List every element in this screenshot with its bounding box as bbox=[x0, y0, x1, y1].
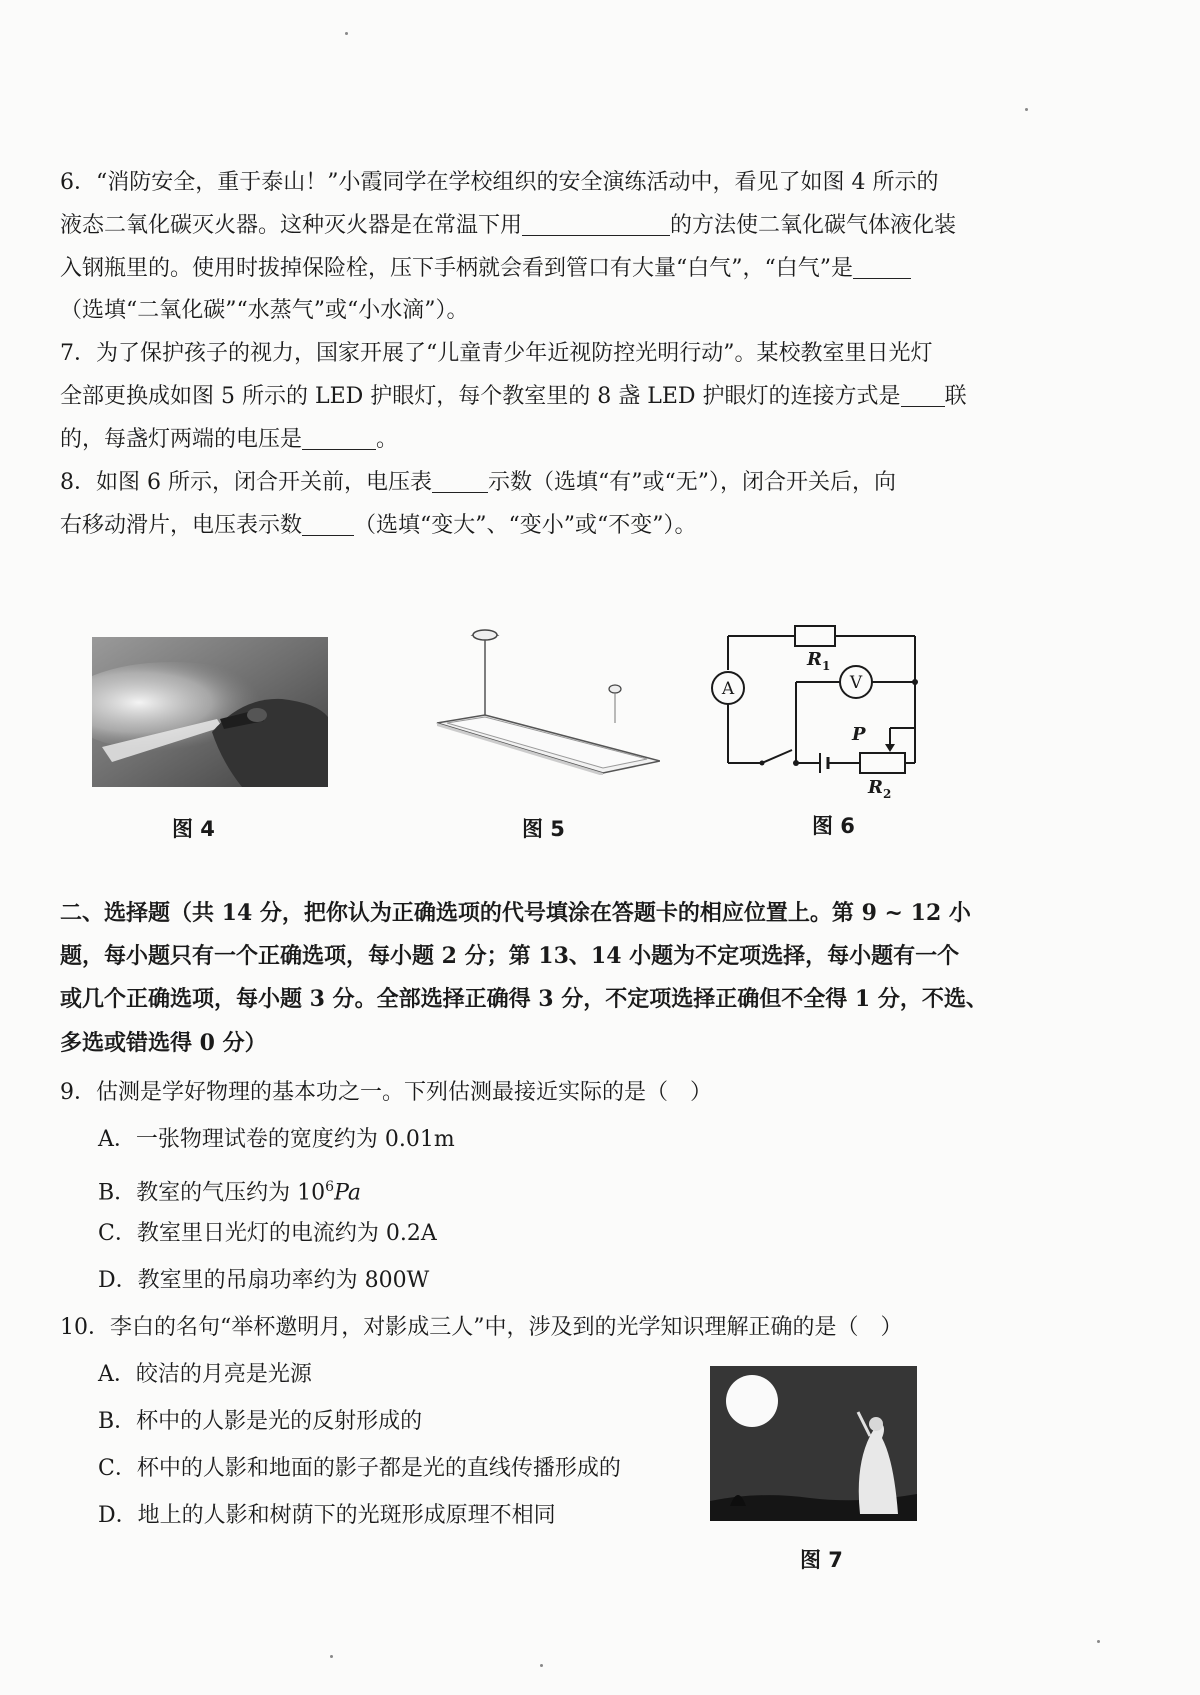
moon bbox=[726, 1375, 778, 1427]
q6-text-2a: 液态二氧化碳灭火器。这种灭火器是在常温下用 bbox=[60, 213, 523, 238]
rheostat-r2 bbox=[860, 753, 905, 773]
figure-5-caption: 图 5 bbox=[522, 817, 565, 841]
q6-text-3a: 入钢瓶里的。使用时拔掉保险栓，压下手柄就会看到管口有大量“白气”，“白气”是 bbox=[60, 256, 853, 281]
q6-text-2b: 的方法使二氧化碳气体液化装 bbox=[670, 213, 957, 238]
q10-option-b: B．杯中的人影是光的反射形成的 bbox=[98, 1409, 423, 1434]
q9-option-b-text: B．教室的气压约为 10 bbox=[98, 1180, 326, 1206]
scan-speck bbox=[345, 32, 348, 35]
q9-option-d: D．教室里的吊扇功率约为 800W bbox=[98, 1268, 430, 1293]
scan-speck bbox=[1025, 108, 1028, 111]
q8-blank-2[interactable] bbox=[302, 513, 354, 536]
q7-text-2a: 全部更换成如图 5 所示的 LED 护眼灯，每个教室里的 8 盏 LED 护眼灯的连接方式是 bbox=[60, 384, 901, 409]
svg-text:R1 bbox=[806, 649, 830, 673]
q9-option-a: A．一张物理试卷的宽度约为 0.01m bbox=[98, 1127, 455, 1152]
svg-text:R2 bbox=[867, 777, 891, 801]
q10-option-c: C．杯中的人影和地面的影子都是光的直线传播形成的 bbox=[98, 1456, 621, 1481]
q10-option-a: A．皎洁的月亮是光源 bbox=[98, 1362, 312, 1387]
junction-bottom bbox=[793, 760, 799, 766]
q7-text-2b: 联 bbox=[944, 384, 967, 409]
r1-label: R bbox=[807, 649, 822, 670]
resistor-r1 bbox=[795, 626, 835, 646]
q6-line-4: （选填“二氧化碳”“水蒸气”或“小水滴”）。 bbox=[60, 298, 469, 323]
figure-4-caption: 图 4 bbox=[172, 817, 215, 841]
q8-text-1a: 8．如图 6 所示，闭合开关前，电压表 bbox=[60, 470, 432, 495]
figure-7-caption: 图 7 bbox=[800, 1548, 843, 1572]
q9-option-b-exponent: 6 bbox=[325, 1179, 335, 1195]
q7-blank-2[interactable] bbox=[302, 427, 376, 450]
q10-option-d: D．地上的人影和树荫下的光斑形成原理不相同 bbox=[98, 1503, 556, 1528]
scan-speck bbox=[330, 1655, 333, 1658]
q7-line-1: 7．为了保护孩子的视力，国家开展了“儿童青少年近视防控光明行动”。某校教室里日光灯 bbox=[60, 341, 933, 366]
q8-text-2b: （选填“变大”、“变小”或“不变”）。 bbox=[354, 513, 697, 538]
q10-stem: 10．李白的名句“举杯邀明月，对影成三人”中，涉及到的光学知识理解正确的是（ ） bbox=[60, 1315, 903, 1340]
ammeter-label: A bbox=[721, 679, 735, 699]
figure-6-circuit-diagram bbox=[700, 618, 930, 808]
scan-speck bbox=[1097, 1640, 1100, 1643]
figure-4-extinguisher-photo bbox=[92, 637, 328, 787]
slider-arrow bbox=[885, 744, 895, 752]
q6-line-3 bbox=[60, 254, 1140, 284]
q7-line-2 bbox=[60, 382, 1140, 412]
q8-text-1b: 示数（选填“有”或“无”），闭合开关后，向 bbox=[487, 470, 896, 495]
voltmeter-label: V bbox=[849, 673, 863, 693]
q8-blank-1[interactable] bbox=[432, 470, 488, 493]
r2-label: R bbox=[868, 777, 883, 798]
q6-blank-1[interactable] bbox=[522, 213, 670, 236]
switch-blade bbox=[762, 750, 792, 763]
q6-line-1: 6．“消防安全，重于泰山！”小霞同学在学校组织的安全演练活动中，看见了如图 4 所示的 bbox=[60, 170, 939, 195]
q8-line-1 bbox=[60, 468, 1140, 498]
slider-label: P bbox=[852, 724, 866, 745]
q9-option-c: C．教室里日光灯的电流约为 0.2A bbox=[98, 1221, 437, 1246]
figure-5-led-lamp bbox=[435, 625, 660, 775]
r1-subscript: 1 bbox=[821, 659, 831, 673]
q7-text-3b: 。 bbox=[376, 427, 399, 452]
figure-6-caption: 图 6 bbox=[812, 814, 855, 838]
q7-text-3a: 的，每盏灯两端的电压是 bbox=[60, 427, 303, 452]
q9-option-b bbox=[98, 1172, 1140, 1208]
section-2-line-1: 二、选择题（共 14 分，把你认为正确选项的代号填涂在答题卡的相应位置上。第 9 ~ 12 小 bbox=[60, 900, 971, 926]
section-2-line-2: 题，每小题只有一个正确选项，每小题 2 分；第 13、14 小题为不定项选择，每小题有一个 bbox=[60, 943, 960, 969]
q7-blank-1[interactable] bbox=[901, 384, 945, 407]
q6-blank-2[interactable] bbox=[853, 256, 911, 279]
r2-subscript: 2 bbox=[882, 787, 892, 801]
q9-stem: 9．估测是学好物理的基本功之一。下列估测最接近实际的是（ ） bbox=[60, 1080, 712, 1105]
junction-right bbox=[912, 679, 918, 685]
q8-line-2 bbox=[60, 511, 1140, 541]
section-2-line-3: 或几个正确选项，每小题 3 分。全部选择正确得 3 分，不定项选择正确但不全得 1 分，不选、 bbox=[60, 986, 988, 1012]
figure-7-moon-painting bbox=[710, 1366, 917, 1521]
q8-text-2a: 右移动滑片，电压表示数 bbox=[60, 513, 303, 538]
q9-option-b-unit: Pa bbox=[334, 1180, 362, 1206]
scan-speck bbox=[540, 1664, 543, 1667]
q6-line-2 bbox=[60, 211, 1140, 241]
section-2-line-4: 多选或错选得 0 分） bbox=[60, 1030, 267, 1056]
q7-line-3 bbox=[60, 425, 1140, 455]
